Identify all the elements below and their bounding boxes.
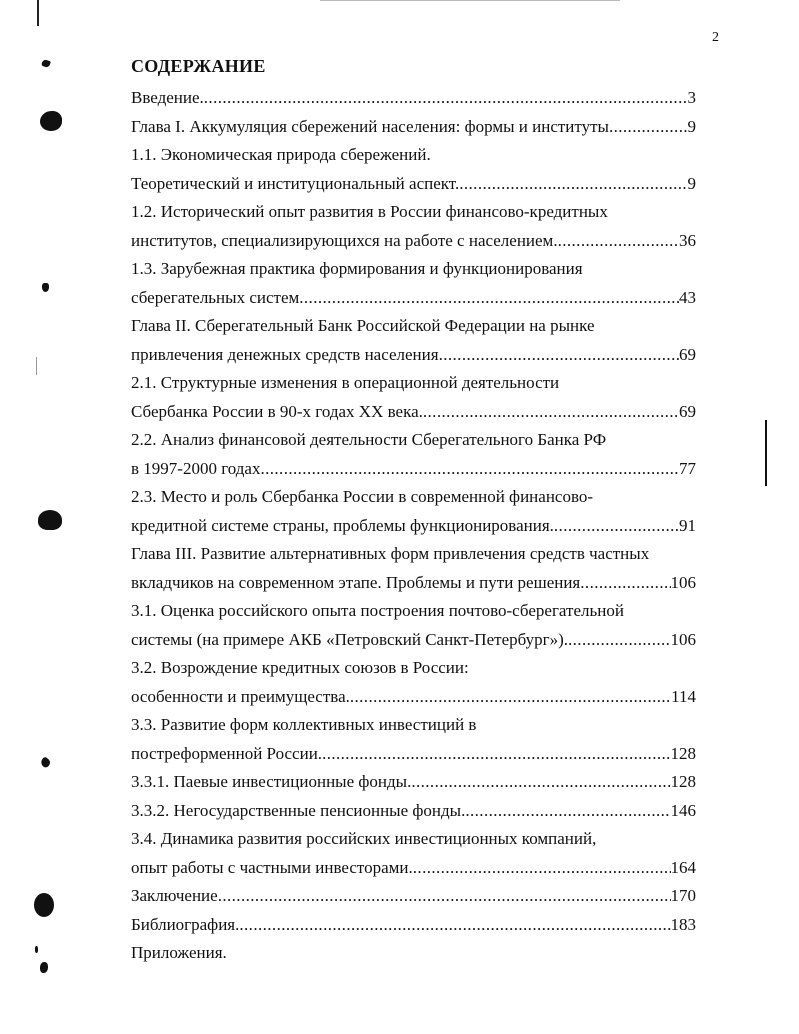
toc-entry-page: 69 xyxy=(679,344,696,364)
toc-entry-text: Глава II. Сберегательный Банк Российской Федерации на рынке xyxy=(131,316,595,335)
toc-entry-text: 2.3. Место и роль Сбербанка России в современной финансово- xyxy=(131,487,594,506)
toc-entry-page: 164 xyxy=(670,857,696,877)
toc-entry-text: особенности и преимущества. xyxy=(131,686,350,706)
scan-speck xyxy=(40,962,48,973)
toc-entry-text: 3.3.2. Негосударственные пенсионные фонды. xyxy=(131,800,466,820)
toc-entry xyxy=(131,711,696,740)
toc-entry-text: кредитной системе страны, проблемы функционирования. xyxy=(131,515,554,535)
page-number: 2 xyxy=(712,30,719,45)
toc-entry-page: 146 xyxy=(670,800,696,820)
punch-hole-mark xyxy=(38,510,62,530)
toc-entry xyxy=(131,455,696,484)
toc-dot-leader xyxy=(204,84,688,113)
toc-entry xyxy=(131,284,696,313)
toc-entry-text: Глава III. Развитие альтернативных форм привлечения средств частных xyxy=(131,544,650,563)
scan-edge-line xyxy=(320,0,620,1)
toc-entry-text: 3.4. Динамика развития российских инвестиционных компаний, xyxy=(131,829,597,848)
scan-speck xyxy=(39,756,52,769)
scan-edge-line xyxy=(36,357,37,375)
toc-entry-page: 128 xyxy=(670,743,696,763)
scan-speck xyxy=(41,59,51,68)
toc-dot-leader xyxy=(423,398,679,427)
toc-entry-page: 183 xyxy=(670,914,696,934)
toc-entry xyxy=(131,141,696,170)
toc-entry xyxy=(131,768,696,797)
toc-entry xyxy=(131,654,696,683)
toc-entry xyxy=(131,911,696,940)
scan-speck xyxy=(35,946,38,953)
toc-entry-page: 43 xyxy=(679,287,696,307)
toc-entry-text: 3.2. Возрождение кредитных союзов в России: xyxy=(131,658,469,677)
toc-entry-text: вкладчиков на современном этапе. Проблемы и пути решения xyxy=(131,572,581,592)
scan-edge-line xyxy=(765,420,767,486)
toc-dot-leader xyxy=(322,740,670,769)
toc-entry-text: сберегательных систем xyxy=(131,287,300,307)
toc-entry xyxy=(131,398,696,427)
toc-dot-leader xyxy=(218,882,671,911)
toc-entry-text: системы (на примере АКБ «Петровский Санкт-Петербург»). xyxy=(131,629,568,649)
toc-dot-leader xyxy=(580,569,670,598)
toc-entry-text: Введение. xyxy=(131,88,204,107)
toc-entry xyxy=(131,170,696,199)
toc-dot-leader xyxy=(465,797,670,826)
toc-entry xyxy=(131,341,696,370)
toc-entry-text: Глава I. Аккумуляция сбережений населения: формы и институты xyxy=(131,116,609,136)
toc-entry-text: 1.1. Экономическая природа сбережений. xyxy=(131,145,431,164)
toc-entry-text: 2.2. Анализ финансовой деятельности Сберегательного Банка РФ xyxy=(131,430,607,449)
toc-entry xyxy=(131,797,696,826)
toc-entry-text: постреформенной России. xyxy=(131,743,323,763)
toc-dot-leader xyxy=(439,341,679,370)
toc-entry-text: 3.3. Развитие форм коллективных инвестиций в xyxy=(131,715,477,734)
toc-entry-page: 106 xyxy=(670,572,696,592)
toc-entry-page: 69 xyxy=(679,401,696,421)
toc-entry-text: Приложения. xyxy=(131,943,227,962)
toc-entry-page: 106 xyxy=(670,629,696,649)
toc-entry xyxy=(131,626,696,655)
toc-entry-text: 1.3. Зарубежная практика формирования и функционирования xyxy=(131,259,583,278)
toc-entry xyxy=(131,483,696,512)
toc-entry xyxy=(131,227,696,256)
toc-dot-leader xyxy=(299,284,679,313)
toc-dot-leader xyxy=(350,683,671,712)
toc-entry xyxy=(131,198,696,227)
toc-entry-text: опыт работы с частными инвесторами. xyxy=(131,857,413,877)
punch-hole-mark xyxy=(34,893,54,917)
toc-entry-text: институтов, специализирующихся на работе с населением. xyxy=(131,230,558,250)
toc-entry-text: 3.1. Оценка российского опыта построения почтово-сберегательной xyxy=(131,601,624,620)
toc-entry-page: 36 xyxy=(679,230,696,250)
toc-entry-page: 114 xyxy=(671,686,696,706)
toc-entry xyxy=(131,882,696,911)
toc-entry xyxy=(131,512,696,541)
toc-entry xyxy=(131,426,696,455)
toc-entry-text: в 1997-2000 годах xyxy=(131,458,261,478)
toc-entry xyxy=(131,740,696,769)
toc-entry-text: 3.3.1. Паевые инвестиционные фонды. xyxy=(131,772,412,791)
toc-dot-leader xyxy=(568,626,671,655)
toc-dot-leader xyxy=(609,113,688,142)
toc-entry-text: Теоретический и институциональный аспект. xyxy=(131,173,460,193)
toc-entry-page: 3 xyxy=(687,88,696,107)
toc-entry xyxy=(131,939,696,968)
toc-entry-page: 9 xyxy=(687,116,696,136)
scan-edge-line xyxy=(37,0,39,26)
toc-entry-text: Заключение xyxy=(131,886,218,905)
toc-entry-text: привлечения денежных средств населения xyxy=(131,344,439,364)
toc-dot-leader xyxy=(411,768,670,797)
toc-entry-page: 77 xyxy=(679,458,696,478)
scan-speck xyxy=(42,283,49,292)
toc-entry xyxy=(131,312,696,341)
toc-entry xyxy=(131,569,696,598)
toc-entry-text: 2.1. Структурные изменения в операционной деятельности xyxy=(131,373,560,392)
toc-entry xyxy=(131,854,696,883)
toc-entry-text: Библиография. xyxy=(131,914,240,934)
toc-dot-leader xyxy=(459,170,687,199)
toc-entry xyxy=(131,825,696,854)
toc-entry xyxy=(131,683,696,712)
toc-entry xyxy=(131,113,696,142)
toc-entry-page: 91 xyxy=(679,515,696,535)
punch-hole-mark xyxy=(40,111,62,131)
toc-dot-leader xyxy=(558,227,679,256)
toc-dot-leader xyxy=(239,911,670,940)
toc-dot-leader xyxy=(260,455,679,484)
toc-dot-leader xyxy=(554,512,679,541)
toc-entry-page: 9 xyxy=(687,173,696,193)
toc-entry-page: 128 xyxy=(670,772,696,791)
toc-entry xyxy=(131,255,696,284)
toc-dot-leader xyxy=(413,854,671,883)
toc-entry-page: 170 xyxy=(670,886,696,905)
toc-entry xyxy=(131,540,696,569)
toc-title: СОДЕРЖАНИЕ xyxy=(131,56,266,76)
toc-entry-text: Сбербанка России в 90-х годах XX века. xyxy=(131,401,423,421)
toc-entry xyxy=(131,369,696,398)
toc-entry xyxy=(131,84,696,113)
table-of-contents xyxy=(131,84,696,968)
toc-entry-text: 1.2. Исторический опыт развития в России финансово-кредитных xyxy=(131,202,608,221)
toc-entry xyxy=(131,597,696,626)
